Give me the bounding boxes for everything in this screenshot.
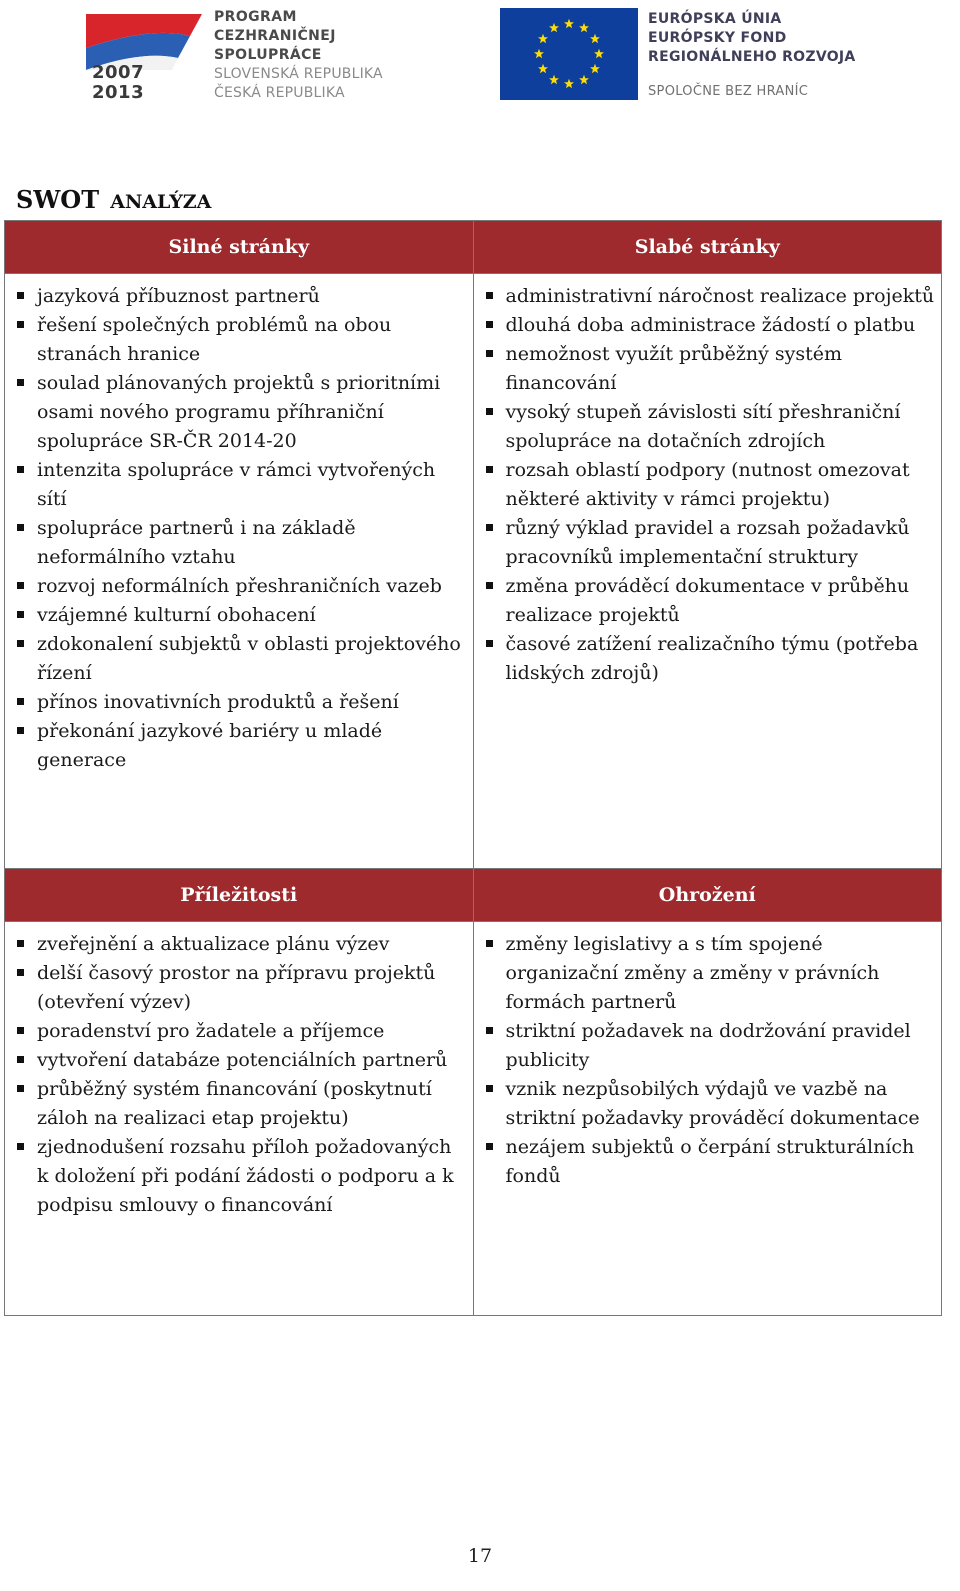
- square-bullet-icon: [17, 524, 24, 531]
- page-title-main: SWOT: [16, 185, 100, 214]
- list-item: [13, 959, 469, 1017]
- list-item-text: intenzita spolupráce v rámci vytvořených sítí: [37, 459, 436, 510]
- square-bullet-icon: [486, 640, 493, 647]
- program-logo: [82, 8, 442, 108]
- program-subtitle-line: ČESKÁ REPUBLIKA: [214, 85, 345, 101]
- list-item: [482, 572, 938, 630]
- weaknesses-cell: [473, 274, 942, 870]
- list-item: [13, 369, 469, 456]
- list-item: [482, 456, 938, 514]
- square-bullet-icon: [17, 582, 24, 589]
- square-bullet-icon: [17, 379, 24, 386]
- page-title: [16, 178, 211, 216]
- opportunities-header: Příležitosti: [5, 869, 474, 922]
- list-item: [482, 930, 938, 1017]
- page-title-rest: ANALÝZA: [110, 191, 212, 213]
- list-item: [482, 1017, 938, 1075]
- list-item-text: vytvoření databáze potenciálních partnerů: [37, 1049, 448, 1071]
- list-item: [13, 1017, 469, 1046]
- strengths-header: Silné stránky: [5, 221, 474, 274]
- square-bullet-icon: [17, 1143, 24, 1150]
- list-item: [13, 601, 469, 630]
- list-item: [13, 572, 469, 601]
- list-item: [13, 688, 469, 717]
- square-bullet-icon: [486, 582, 493, 589]
- list-item-text: změny legislativy a s tím spojené organizační změny a změny v právních formách partnerů: [505, 933, 880, 1013]
- program-year-start: 2007: [92, 62, 145, 83]
- square-bullet-icon: [17, 466, 24, 473]
- list-item: [482, 398, 938, 456]
- program-year-end: 2013: [92, 82, 145, 103]
- list-item-text: řešení společných problémů na obou stranách hranice: [37, 314, 392, 365]
- strengths-cell: [5, 274, 474, 870]
- weaknesses-list: [482, 282, 938, 688]
- list-item-text: zveřejnění a aktualizace plánu výzev: [37, 933, 390, 955]
- square-bullet-icon: [17, 698, 24, 705]
- list-item: [482, 1075, 938, 1133]
- list-item: [13, 930, 469, 959]
- list-item: [13, 1133, 469, 1220]
- eu-logo: [500, 8, 900, 108]
- threats-list: [482, 930, 938, 1191]
- list-item-text: zdokonalení subjektů v oblasti projektového řízení: [37, 633, 461, 684]
- list-item: [482, 1133, 938, 1191]
- list-item: [482, 282, 938, 311]
- strengths-list: [13, 282, 469, 775]
- square-bullet-icon: [486, 524, 493, 531]
- square-bullet-icon: [486, 292, 493, 299]
- program-title-line: PROGRAM: [214, 9, 297, 25]
- list-item-text: rozsah oblastí podpory (nutnost omezovat některé aktivity v rámci projektu): [505, 459, 910, 510]
- list-item: [482, 311, 938, 340]
- swot-table-bottom: [4, 868, 942, 1316]
- eu-motto: SPOLOČNE BEZ HRANÍC: [648, 84, 809, 99]
- eu-title-line: EURÓPSKA ÚNIA: [648, 11, 782, 27]
- opportunities-cell: [5, 922, 474, 1316]
- opportunities-list: [13, 930, 469, 1220]
- program-subtitle-line: SLOVENSKÁ REPUBLIKA: [214, 66, 383, 82]
- list-item-text: časové zatížení realizačního týmu (potřeba lidských zdrojů): [505, 633, 919, 684]
- list-item: [482, 514, 938, 572]
- list-item: [13, 1075, 469, 1133]
- square-bullet-icon: [486, 350, 493, 357]
- list-item: [13, 514, 469, 572]
- list-item-text: jazyková příbuznost partnerů: [37, 285, 320, 307]
- program-title-line: CEZHRANIČNEJ: [214, 28, 336, 44]
- square-bullet-icon: [17, 1085, 24, 1092]
- list-item-text: spolupráce partnerů i na základě neformálního vztahu: [37, 517, 356, 568]
- square-bullet-icon: [486, 940, 493, 947]
- list-item: [13, 456, 469, 514]
- swot-table-top: [4, 220, 942, 870]
- list-item-text: překonání jazykové bariéry u mladé generace: [37, 720, 383, 771]
- threats-header: Ohrožení: [473, 869, 942, 922]
- list-item: [13, 717, 469, 775]
- list-item: [482, 630, 938, 688]
- list-item: [13, 1046, 469, 1075]
- square-bullet-icon: [486, 1085, 493, 1092]
- square-bullet-icon: [17, 640, 24, 647]
- eu-title-line: REGIONÁLNEHO ROZVOJA: [648, 49, 856, 65]
- square-bullet-icon: [17, 321, 24, 328]
- list-item: [13, 630, 469, 688]
- list-item: [482, 340, 938, 398]
- list-item-text: různý výklad pravidel a rozsah požadavků pracovníků implementační struktury: [505, 517, 910, 568]
- square-bullet-icon: [486, 321, 493, 328]
- weaknesses-header: Slabé stránky: [473, 221, 942, 274]
- list-item-text: soulad plánovaných projektů s prioritními osami nového programu příhraniční spolupráce SR-ČR 2014-20: [37, 372, 441, 452]
- list-item-text: poradenství pro žadatele a příjemce: [37, 1020, 385, 1042]
- list-item-text: striktní požadavek na dodržování pravidel publicity: [505, 1020, 911, 1071]
- eu-flag-icon: [500, 8, 638, 100]
- list-item: [13, 311, 469, 369]
- square-bullet-icon: [486, 408, 493, 415]
- list-item-text: rozvoj neformálních přeshraničních vazeb: [37, 575, 442, 597]
- list-item-text: dlouhá doba administrace žádostí o platbu: [505, 314, 916, 336]
- list-item-text: vysoký stupeň závislosti sítí přeshraniční spolupráce na dotačních zdrojích: [505, 401, 901, 452]
- square-bullet-icon: [17, 292, 24, 299]
- list-item-text: změna prováděcí dokumentace v průběhu realizace projektů: [505, 575, 910, 626]
- square-bullet-icon: [17, 940, 24, 947]
- list-item-text: administrativní náročnost realizace projektů: [505, 285, 935, 307]
- list-item: [13, 282, 469, 311]
- list-item-text: zjednodušení rozsahu příloh požadovaných k doložení při podání žádosti o podporu a k podpisu smlouvy o financování: [37, 1136, 454, 1216]
- square-bullet-icon: [17, 1027, 24, 1034]
- list-item-text: přínos inovativních produktů a řešení: [37, 691, 399, 713]
- list-item-text: nemožnost využít průběžný systém financování: [505, 343, 843, 394]
- page-number: 17: [467, 1545, 493, 1567]
- list-item-text: vznik nezpůsobilých výdajů ve vazbě na striktní požadavky prováděcí dokumentace: [505, 1078, 920, 1129]
- square-bullet-icon: [17, 1056, 24, 1063]
- program-title-line: SPOLUPRÁCE: [214, 47, 322, 63]
- square-bullet-icon: [486, 466, 493, 473]
- list-item-text: vzájemné kulturní obohacení: [37, 604, 316, 626]
- square-bullet-icon: [486, 1143, 493, 1150]
- list-item-text: delší časový prostor na přípravu projektů (otevření výzev): [37, 962, 436, 1013]
- square-bullet-icon: [17, 727, 24, 734]
- eu-title-line: EURÓPSKY FOND: [648, 30, 787, 46]
- square-bullet-icon: [17, 611, 24, 618]
- threats-cell: [473, 922, 942, 1316]
- square-bullet-icon: [17, 969, 24, 976]
- list-item-text: nezájem subjektů o čerpání strukturálních fondů: [505, 1136, 915, 1187]
- list-item-text: průběžný systém financování (poskytnutí záloh na realizaci etap projektu): [37, 1078, 432, 1129]
- square-bullet-icon: [486, 1027, 493, 1034]
